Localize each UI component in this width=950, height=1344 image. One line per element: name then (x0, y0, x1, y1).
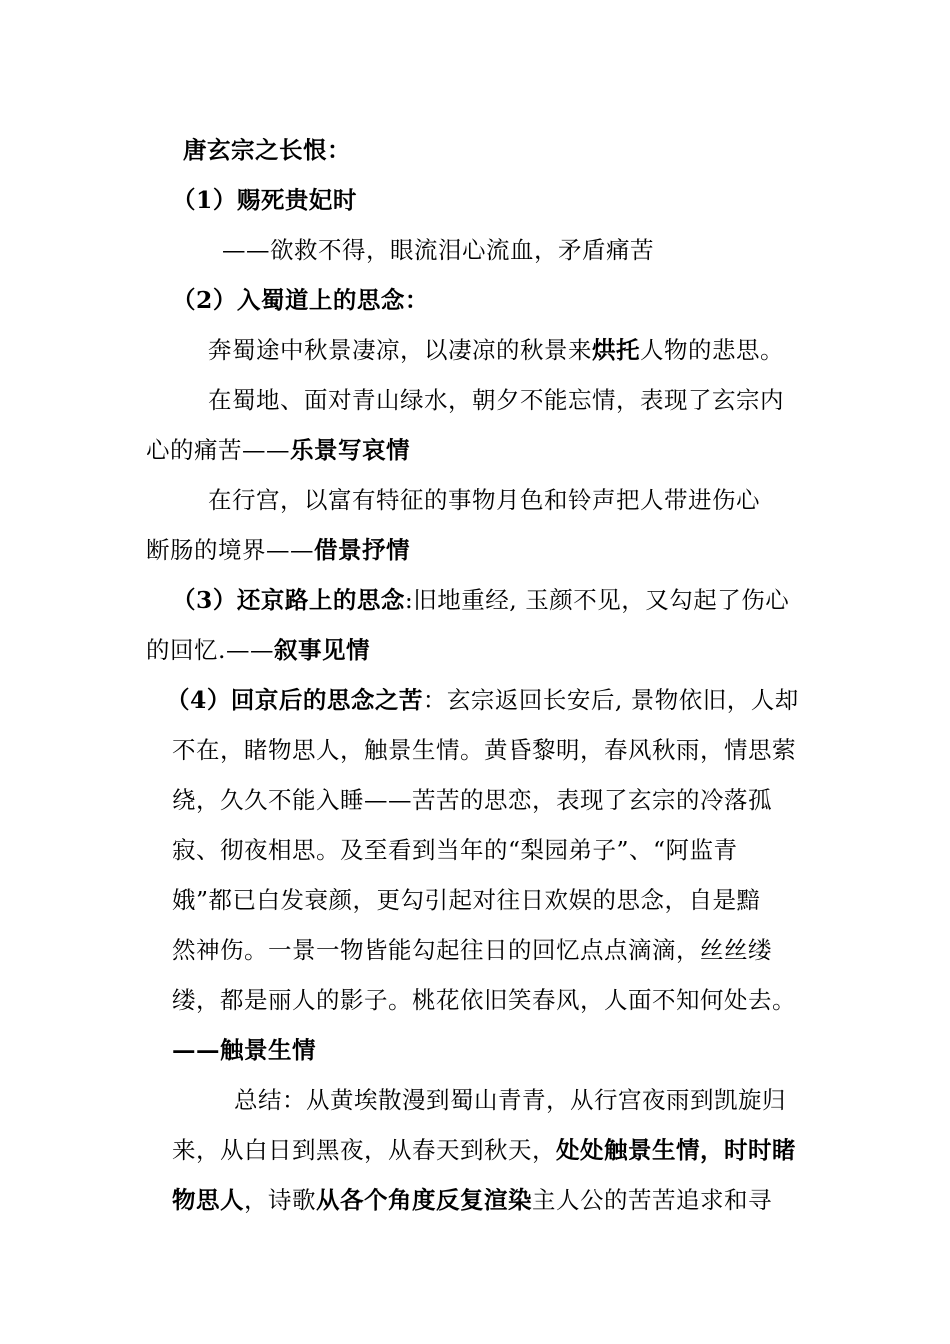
section-4-line-7: 缕，都是丽人的影子。桃花依旧笑春风，人面不知何处去。 (172, 986, 796, 1014)
section-1-title: （1）赐死贵妃时 (172, 186, 357, 214)
summary-line-3: 物思人，诗歌从各个角度反复渲染主人公的苦苦追求和寻 (172, 1186, 772, 1214)
section-1-text: ——欲救不得，眼流泪心流血，矛盾痛苦 (222, 236, 654, 264)
section-4-line-2: 不在，睹物思人，触景生情。黄昏黎明，春风秋雨，情思萦 (172, 736, 796, 764)
section-2-paragraph-1: 奔蜀途中秋景凄凉，以凄凉的秋景来烘托人物的悲思。 (208, 336, 784, 364)
section-4-line-1: （4）回京后的思念之苦：玄宗返回长安后, 景物依旧，人却 (166, 686, 799, 714)
section-3-line-2: 的回忆.——叙事见情 (146, 636, 370, 664)
section-2-title: （2）入蜀道上的思念： (172, 286, 429, 314)
section-2-paragraph-3-line-1: 在行宫，以富有特征的事物月色和铃声把人带进伤心 (208, 486, 760, 514)
section-2-paragraph-2-line-1: 在蜀地、面对青山绿水，朝夕不能忘情，表现了玄宗内 (208, 386, 784, 414)
heading: 唐玄宗之长恨： (183, 136, 351, 164)
section-4-line-4: 寂、彻夜相思。及至看到当年的“梨园弟子”、“阿监青 (172, 836, 738, 864)
section-4-line-5: 娥”都已白发衰颜，更勾引起对往日欢娱的思念，自是黯 (172, 886, 761, 914)
section-3-line-1: （3）还京路上的思念:旧地重经, 玉颜不见，又勾起了伤心 (172, 586, 790, 614)
summary-line-1: 总结：从黄埃散漫到蜀山青青，从行宫夜雨到凯旋归 (234, 1086, 786, 1114)
section-2-paragraph-3-line-2: 断肠的境界——借景抒情 (146, 536, 410, 564)
section-2-paragraph-2-line-2: 心的痛苦——乐景写哀情 (146, 436, 410, 464)
section-4-line-3: 绕，久久不能入睡——苦苦的思恋，表现了玄宗的冷落孤 (172, 786, 772, 814)
section-4-line-8: ——触景生情 (172, 1036, 316, 1064)
summary-line-2: 来，从白日到黑夜，从春天到秋天，处处触景生情，时时睹 (172, 1136, 796, 1164)
section-4-line-6: 然神伤。一景一物皆能勾起往日的回忆点点滴滴，丝丝缕 (172, 936, 772, 964)
